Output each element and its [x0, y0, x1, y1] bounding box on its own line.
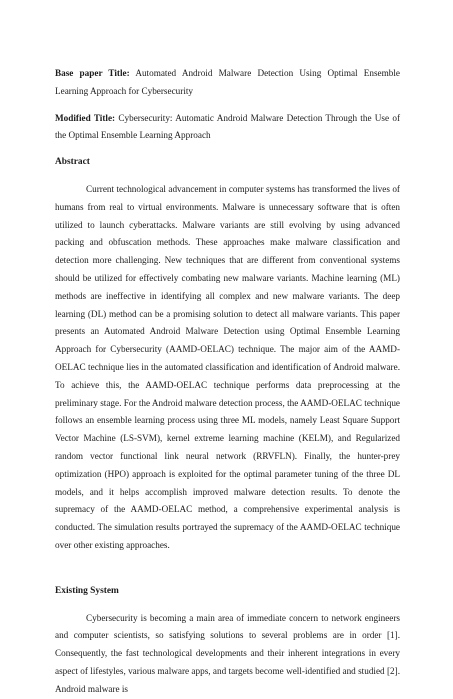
abstract-heading: Abstract [55, 157, 90, 168]
modified-title [55, 110, 400, 146]
existing-system-paragraph: Cybersecurity is becoming a main area of immediate concern to network engineers and computer scientists, so satisfying solutions to several problems are in order [1]. Consequently, the fast technological developments and their inherent integrations in every aspect of lifestyles, various malware apps, and targets become well-identified and studied [2]. Android malware is [55, 612, 400, 694]
base-paper-title-label: Base paper Title: [55, 68, 130, 78]
modified-title-text: Cybersecurity: Automatic Android Malware Detection Through the Use of the Optimal Ensemble Learning Approach [55, 112, 401, 141]
document-page [55, 65, 400, 699]
abstract-paragraph: Current technological advancement in computer systems has transformed the lives of humans from real to virtual environments. Malware is unnecessary software that is often utilized to launch cyberattacks. Malware variants are still evolving by using advanced packing and obfuscation methods. These approaches make malware classification and detection more challenging. New techniques that are different from conventional systems should be utilized for effectively combating new malware variants. Machine learning (ML) methods are ineffective in identifying all complex and new malware variants. The deep learning (DL) method can be a promising solution to detect all malware variants. This paper presents an Automated Android Malware Detection using Optimal Ensemble Learning Approach for Cybersecurity (AAMD-OELAC) technique. The major aim of the AAMD-OELAC technique lies in the automated classification and identification of Android malware. To achieve this, the AAMD-OELAC technique performs data preprocessing at the preliminary stage. For the Android malware detection process, the AAMD-OELAC technique follows an ensemble learning process using three ML models, namely Least Square Support Vector Machine (LS-SVM), kernel extreme learning machine (KELM), and Regularized random vector functional link neural network (RRVFLN). Finally, the hunter-prey optimization (HPO) approach is exploited for the optimal parameter tuning of the three DL models, and it helps accomplish improved malware detection results. To denote the supremacy of the AAMD-OELAC method, a comprehensive experimental analysis is conducted. The simulation results portrayed the supremacy of the AAMD-OELAC technique over other existing approaches. [55, 183, 400, 550]
existing-system-heading: Existing System [55, 585, 119, 596]
base-paper-title-text: Automated Android Malware Detection Using Optimal Ensemble Learning Approach for Cybersecurity [55, 68, 401, 96]
modified-title-label: Modified Title: [55, 112, 116, 123]
base-paper-title [55, 65, 400, 101]
